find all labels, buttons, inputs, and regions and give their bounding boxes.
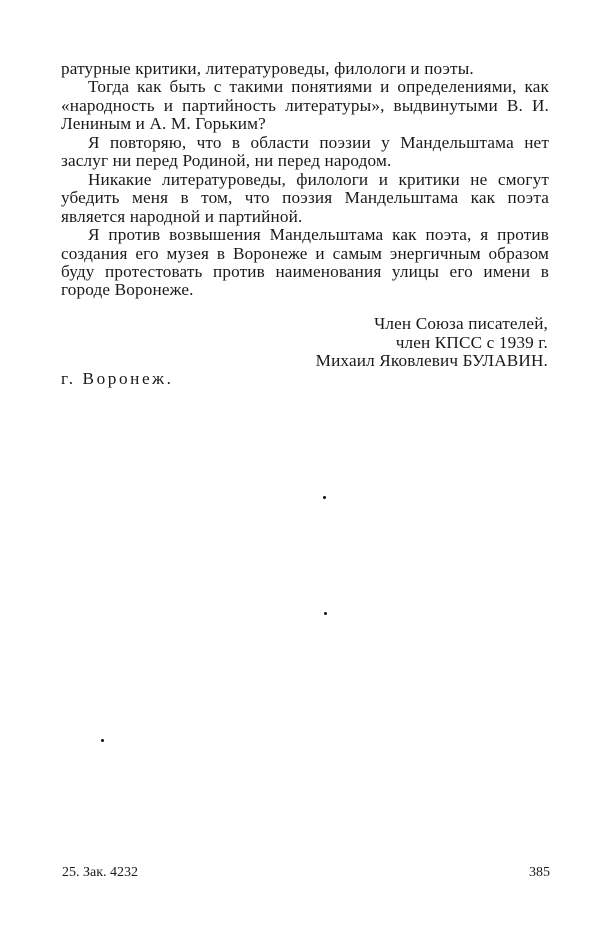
paragraph-continuation: ратурные критики, литературоведы, филологи и поэты. [61,59,474,78]
scan-speck [324,612,327,615]
scan-speck [323,496,326,499]
paragraph-critics: Никакие литературоведы, филологи и критики не смогут убедить меня в том, что поэзия Мандельштама как поэта является народной и партийной. [61,169,549,226]
paragraph-question: Тогда как быть с такими понятиями и определениями, как «народность и партийность литературы», выдвинутыми В. И. Лениным и А. М. Горьким? [61,77,549,134]
page-number: 385 [529,865,550,880]
signature-name: Михаил Яковлевич БУЛАВИН. [315,351,548,370]
printer-signature-mark: 25. Зак. 4232 [62,865,139,880]
letter-body [61,60,549,300]
signature-party: член КПСС с 1939 г. [395,332,548,352]
paragraph-repeat: Я повторяю, что в области поэзии у Мандельштама нет заслуг ни перед Родиной, ни перед народом. [61,132,549,171]
signature-block [316,315,548,371]
paragraph-protest: Я против возвышения Мандельштама как поэта, я против создания его музея в Воронеже и самым энергичным образом буду протестовать против наименования улицы его имени в городе Воронеже. [61,225,549,300]
scan-speck [101,739,104,742]
place-line: г. Воронеж. [61,369,174,388]
signature-membership: Член Союза писателей, [374,314,548,333]
